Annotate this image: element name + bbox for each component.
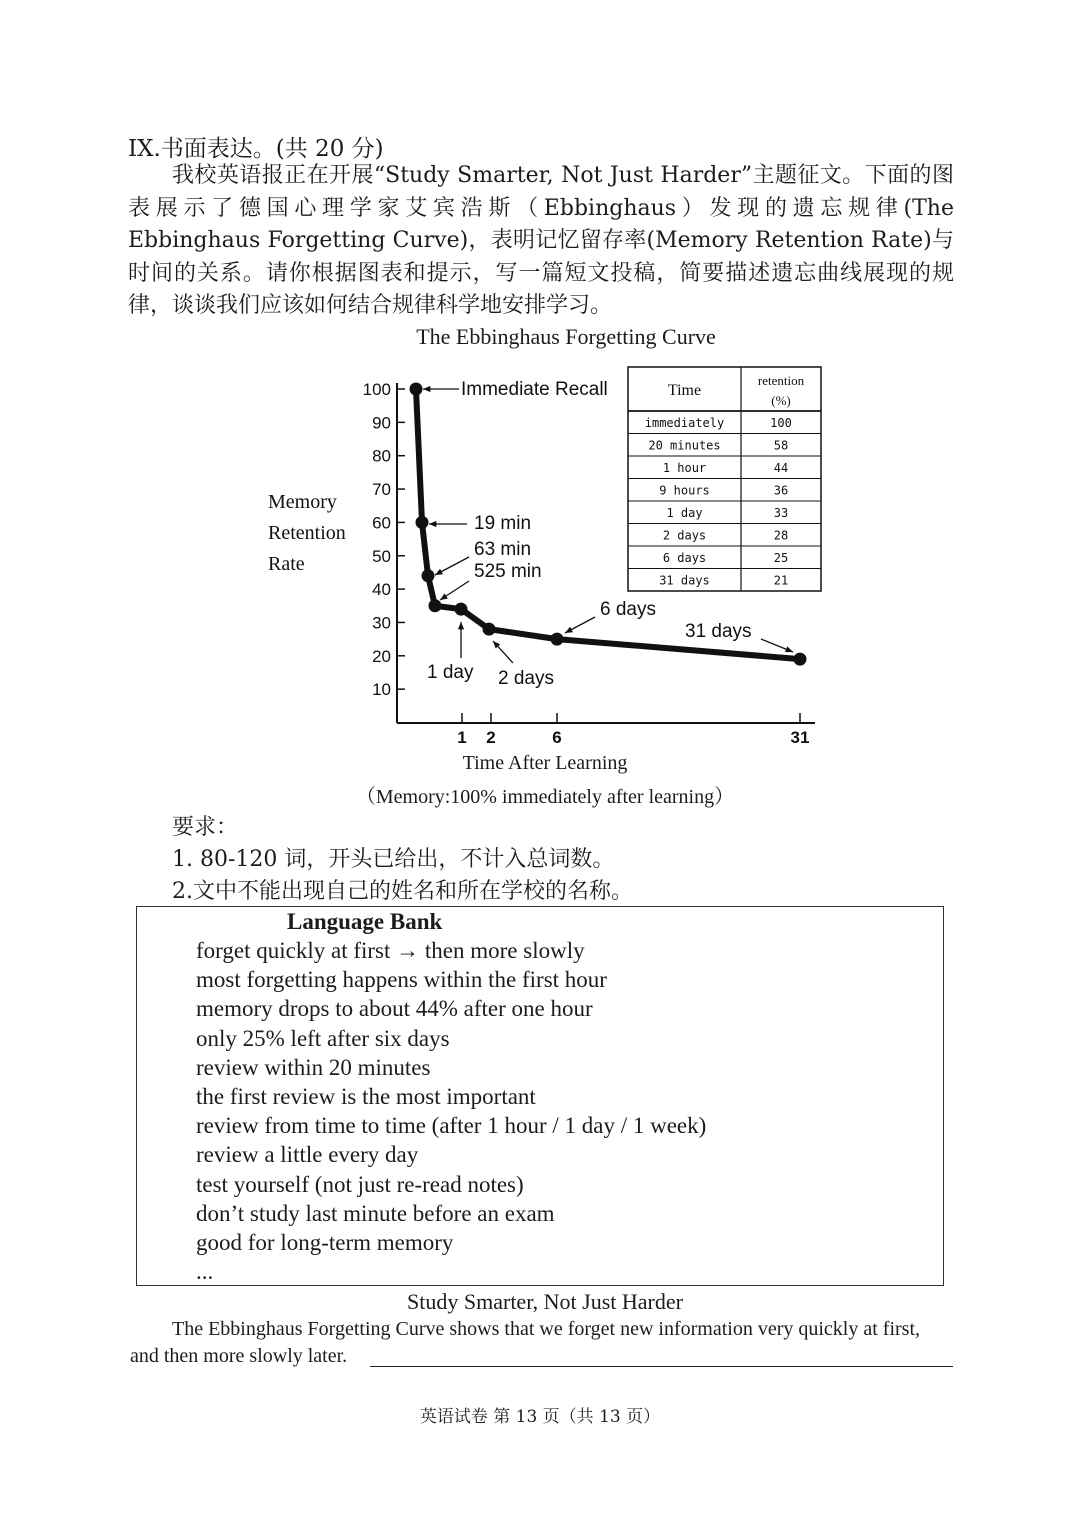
page-footer: 英语试卷 第 13 页（共 13 页）: [419, 1407, 661, 1427]
annotation-arrowhead: [440, 593, 448, 600]
y-tick-label: 40: [372, 580, 391, 600]
table-cell-retention: 25: [773, 551, 789, 565]
y-axis-label-line: Retention: [268, 522, 346, 544]
table-cell-time: 20 minutes: [648, 438, 721, 453]
table-cell-retention: 33: [773, 506, 789, 520]
data-point: [794, 653, 807, 666]
data-point: [410, 383, 423, 396]
question-intro: 我校英语报正在开展“Study Smarter, Not Just Harder”主题征文。下面的图表展示了德国心理学家艾宾浩斯（Ebbinghaus）发现的遗忘规律(The Ebbinghaus Forgetting Curve)，表明记忆留存率(Memory Retention Rate)与时间的关系。请你根据图表和提示，写一篇短文投稿，简要描述遗忘曲线展现的规律，谈谈我们应该如何结合规律科学地安排学习。: [128, 163, 954, 318]
table-cell-time: immediately: [644, 416, 725, 430]
annotation-arrowhead: [429, 521, 436, 527]
table-cell-time: 31 days: [659, 573, 710, 588]
language-bank-list: [196, 936, 706, 1286]
y-axis-label: [268, 491, 346, 575]
x-tick-label: 1: [457, 728, 467, 747]
x-tick-label: 6: [552, 728, 562, 747]
annotation-arrowhead: [423, 386, 430, 392]
essay-opening-line-2: and then more slowly later.: [130, 1345, 348, 1367]
table-cell-retention: 58: [773, 438, 789, 453]
x-axis-ticks: [457, 713, 809, 747]
language-bank-item: review within 20 minutes: [196, 1054, 431, 1080]
table-cell-retention: 100: [770, 416, 792, 430]
language-bank-item: forget quickly at first → then more slowly: [196, 938, 585, 963]
table-cell-time: 9 hours: [659, 483, 710, 498]
annotation-525-min: 525 min: [474, 561, 542, 582]
data-point: [416, 516, 429, 529]
chart-caption: （Memory:100% immediately after learning）: [355, 786, 735, 808]
y-axis-label-line: Rate: [268, 553, 305, 575]
y-tick-label: 20: [372, 646, 391, 666]
table-cell-retention: 28: [773, 528, 789, 543]
table-header-percent: (%): [771, 393, 791, 408]
language-bank-item: ...: [196, 1259, 214, 1285]
language-bank-item: review from time to time (after 1 hour / 1 day / 1 week): [196, 1113, 707, 1139]
y-tick-label: 50: [372, 546, 391, 566]
y-tick-label: 70: [372, 480, 391, 500]
language-bank-item: memory drops to about 44% after one hour: [196, 996, 593, 1022]
language-bank-box: [136, 906, 944, 1286]
table-cell-time: 6 days: [662, 551, 707, 565]
y-axis-label-line: Memory: [268, 491, 337, 513]
requirement-1: 1. 80-120 词，开头已给出，不计入总词数。: [172, 847, 615, 872]
table-header-time: Time: [667, 382, 702, 399]
essay-opening-line-1: The Ebbinghaus Forgetting Curve shows that we forget new information very quickly at first,: [172, 1318, 921, 1340]
annotation-arrowhead: [458, 622, 464, 629]
table-cell-retention: 44: [773, 461, 789, 475]
annotation-6-days: 6 days: [600, 599, 656, 620]
requirements-heading: 要求：: [172, 815, 239, 840]
x-tick-label: 31: [790, 728, 810, 747]
data-point: [429, 599, 442, 612]
annotation-31-days: 31 days: [685, 621, 752, 642]
table-cell-time: 1 hour: [662, 461, 707, 475]
chart-title: The Ebbinghaus Forgetting Curve: [416, 324, 716, 349]
language-bank-item: only 25% left after six days: [196, 1025, 450, 1051]
data-point: [551, 633, 564, 646]
annotation-immediate-recall: Immediate Recall: [461, 379, 608, 400]
x-tick-label: 2: [486, 728, 496, 747]
answer-line[interactable]: [370, 1366, 953, 1367]
y-tick-label: 30: [372, 613, 391, 633]
y-tick-label: 80: [372, 446, 391, 466]
y-tick-label: 10: [372, 680, 391, 700]
table-header-retention: retention: [757, 373, 805, 388]
language-bank-item: test yourself (not just re-read notes): [196, 1171, 524, 1197]
table-cell-retention: 21: [773, 573, 789, 588]
y-tick-label: 90: [372, 413, 391, 433]
forgetting-curve-chart: [255, 355, 835, 755]
annotation-19-min: 19 min: [474, 513, 532, 534]
table-cell-retention: 36: [773, 483, 789, 498]
language-bank-item: don’t study last minute before an exam: [196, 1200, 555, 1226]
table-cell-time: 2 days: [662, 528, 707, 543]
y-axis-ticks: [363, 380, 405, 699]
y-tick-label: 60: [372, 513, 391, 533]
language-bank-item: good for long-term memory: [196, 1229, 454, 1255]
language-bank-item: most forgetting happens within the first hour: [196, 967, 607, 993]
requirement-2: 2.文中不能出现自己的姓名和所在学校的名称。: [172, 879, 633, 904]
essay-title: Study Smarter, Not Just Harder: [407, 1289, 683, 1314]
y-tick-label: 100: [362, 380, 391, 399]
question-heading: IX.书面表达。(共 20 分): [128, 136, 384, 162]
language-bank-title: Language Bank: [287, 909, 443, 934]
language-bank-item: review a little every day: [196, 1142, 419, 1168]
x-axis-title: Time After Learning: [462, 752, 628, 774]
annotation-63-min: 63 min: [474, 539, 532, 560]
annotation-2-days: 2 days: [498, 668, 554, 689]
data-point: [422, 569, 435, 582]
data-point: [455, 603, 468, 616]
data-point: [483, 623, 496, 636]
annotation-arrowhead: [785, 646, 793, 652]
table-cell-time: 1 day: [666, 506, 703, 520]
annotation-1-day: 1 day: [427, 662, 474, 683]
language-bank-item: the first review is the most important: [196, 1083, 536, 1109]
retention-table: [628, 367, 821, 591]
